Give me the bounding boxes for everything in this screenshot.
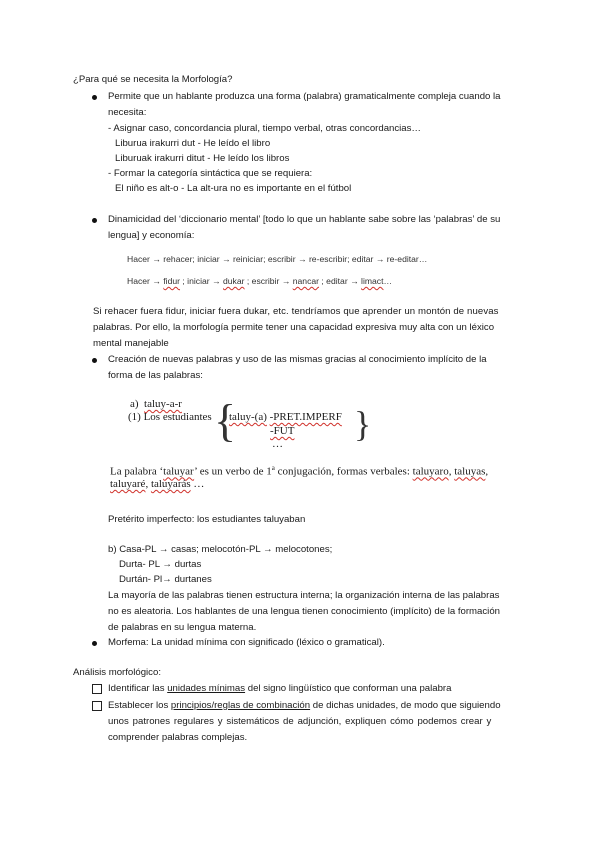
example-b-line2: Durta- PL → durtas — [119, 559, 202, 570]
caption-word: taluyaro — [412, 465, 449, 478]
task-2-text-line1 — [108, 700, 501, 711]
paragraph-line: La mayoría de las palabras tienen estructura interna; la organización interna de las palabras — [108, 590, 500, 601]
bullet-2-text-line2: lengua] y economía: — [108, 230, 195, 241]
derivation-row-1: Hacer → rehacer; iniciar → reiniciar; escribir → re-escribir; editar → re-editar… — [127, 254, 428, 264]
caption-text: , — [448, 465, 455, 478]
list-item: - Formar la categoría sintáctica que se requiera: — [108, 168, 313, 179]
nonce-word: dukar — [223, 276, 245, 286]
bullet-marker — [92, 95, 97, 100]
bullet-3-text-line1: Creación de nuevas palabras y uso de las mismas gracias al conocimiento implícito de la — [108, 354, 487, 365]
task-text: Establecer los — [108, 700, 171, 711]
task-2-text-line2: unos patrones regulares y sistemáticos de adjunción, expliquen cómo podemos crear y — [108, 716, 492, 727]
bullet-marker — [92, 358, 97, 363]
left-brace: { — [214, 395, 237, 446]
list-item: - Asignar caso, concordancia plural, tiempo verbal, otras concordancias… — [108, 123, 422, 134]
paragraph-line: no es aleatoria. Los hablantes de una lengua tienen conocimiento (implícito) de la formación — [108, 606, 500, 617]
row-text: … — [383, 276, 393, 286]
right-bracket: } — [354, 404, 372, 444]
paragraph-line: Si rehacer fuera fidur, iniciar fuera dukar, etc. tendríamos que aprender un montón de nuevas — [93, 306, 499, 317]
paragraph-line: de palabras en su lengua materna. — [108, 622, 257, 633]
row-text: ; iniciar → — [180, 276, 223, 286]
bullet-4-text: Morfema: La unidad mínima con significado (léxico o gramatical). — [108, 637, 385, 648]
figure-label: a) — [130, 398, 139, 410]
example-line: El niño es alt-o - La alt-ura no es importante en el fútbol — [115, 183, 352, 194]
bullet-1-text-line2: necesita: — [108, 107, 147, 118]
caption-word: taluyaré — [110, 478, 146, 490]
suffix: -PRET.IMPERF — [269, 411, 342, 423]
preterite-line: Pretérito imperfecto: los estudiantes taluyaban — [108, 514, 306, 525]
task-text: del signo lingüístico que conforman una palabra — [245, 683, 452, 694]
row-text: ; editar → — [319, 276, 362, 286]
example-b-line1: b) Casa-PL → casas; melocotón-PL → melocotones; — [108, 544, 333, 555]
caption-word: taluyas — [454, 465, 486, 478]
paragraph-line: mental manejable — [93, 338, 169, 349]
section-title: Análisis morfológico: — [73, 667, 161, 678]
nonce-word: nancar — [292, 276, 320, 286]
task-2-text-line3: comprender palabras complejas. — [108, 732, 248, 743]
bullet-2-text-line1: Dinamicidad del ‘diccionario mental’ [todo lo que un hablante sabe sobre las ‘palabras’ de su — [108, 214, 501, 225]
stem-word: taluy-(a) — [229, 411, 267, 423]
task-emphasis: principios/reglas de combinación — [170, 700, 311, 711]
nonce-word: fidur — [163, 276, 181, 286]
caption-sup: a — [271, 464, 275, 472]
caption-word: taluyar — [163, 465, 195, 478]
suffix: … — [272, 438, 283, 450]
caption-text: … — [190, 478, 205, 490]
figure-caption-line2 — [110, 478, 204, 490]
task-text: de dichas unidades, de modo que siguiendo — [310, 700, 501, 711]
caption-text: La palabra ‘ — [110, 465, 164, 478]
page-title: ¿Para qué se necesita la Morfología? — [73, 74, 233, 85]
caption-text: , — [145, 478, 151, 490]
caption-word: taluyarás — [150, 478, 191, 490]
checkbox[interactable] — [92, 684, 102, 694]
bullet-marker — [92, 218, 97, 223]
figure-caption-line1 — [110, 464, 488, 478]
bullet-1-text-line1: Permite que un hablante produzca una forma (palabra) gramaticalmente compleja cuando la — [108, 91, 501, 102]
checkbox[interactable] — [92, 701, 102, 711]
task-text: Identificar las — [108, 683, 168, 694]
bullet-marker — [92, 641, 97, 646]
bullet-3-text-line2: forma de las palabras: — [108, 370, 203, 381]
example-line: Liburuak irakurri ditut - He leído los libros — [115, 153, 290, 164]
figure-stem — [229, 411, 342, 423]
caption-text: , — [485, 465, 489, 478]
example-b-line3: Durtán- Pl→ durtanes — [119, 574, 212, 585]
figure-word: taluy-a-r — [144, 398, 182, 410]
figure-example-number: (1) Los estudiantes — [128, 411, 212, 423]
row-text: ; escribir → — [244, 276, 293, 286]
caption-text: conjugación, formas verbales: — [274, 465, 413, 478]
task-1-text — [108, 683, 451, 694]
task-emphasis: unidades mínimas — [167, 683, 246, 694]
paragraph-line: palabras. Por ello, la morfología permite tener una capacidad expresiva muy alta con un léxico — [93, 322, 495, 333]
figure-item-a — [130, 398, 182, 410]
row-text: Hacer → — [127, 276, 164, 286]
derivation-row-2 — [127, 276, 392, 286]
suffix: -FUT — [270, 425, 295, 437]
caption-text: ’ es un verbo de 1 — [194, 465, 272, 478]
nonce-word: limact — [361, 276, 384, 286]
example-line: Liburua irakurri dut - He leído el libro — [115, 138, 271, 149]
